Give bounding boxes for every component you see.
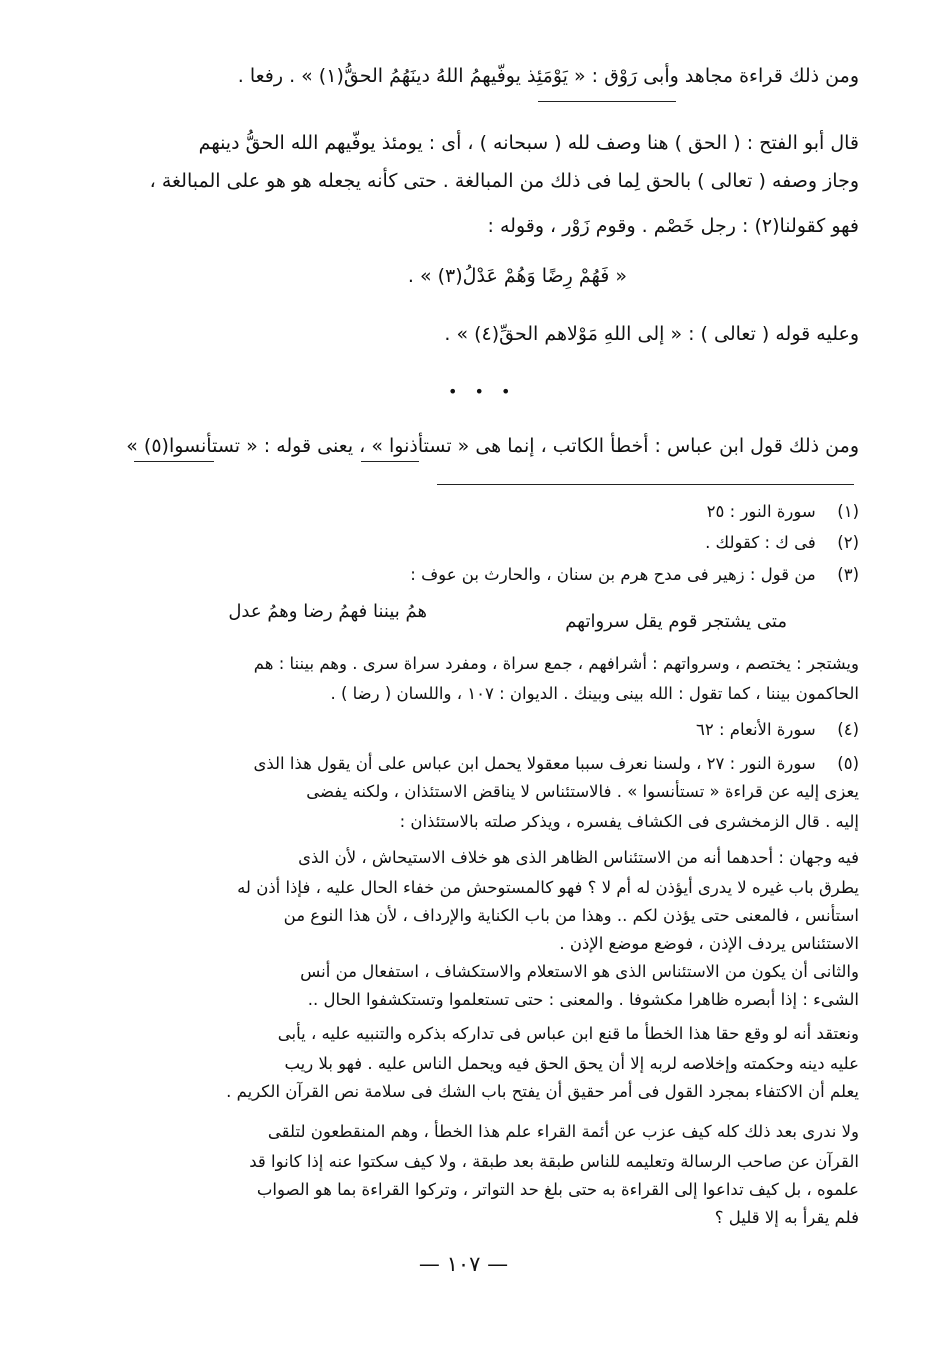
footnote-5-line-8: والثانى أن يكون من الاستئناس الذى هو الاستعلام والاستكشاف ، استفعال من أنس (300, 962, 859, 981)
main-line-3: وجاز وصفه ( تعالى ) بالحق لِما فى ذلك من المبالغة . حتى كأنه يجعله هو هو على المبالغة ، (149, 170, 859, 192)
footnote-5-line-10: ونعتقد أنه لو وقع حقا هذا الخطأ ما قنع ابن عباس فى تداركه بذكره والتنبيه عليه ، يأبى (277, 1024, 859, 1043)
footnote-4 (696, 718, 859, 742)
footnote-number: (٥) (837, 754, 859, 773)
footnote-5-line-16: فلم يقرأ به إلا قليل ؟ (714, 1208, 859, 1227)
footnote-5-line-7: الاستئناس يردف الإذن ، فوضع موضع الإذن . (559, 934, 859, 953)
footnote-5-line-4: فيه وجهان : أحدهما أنه من الاستئناس الظاهر الذى هو خلاف الاستيحاش ، لأن الذى (298, 848, 859, 867)
footnote-3-line-3: الحاكمون بيننا ، كما تقول : الله بينى وبينك . الديوان : ١٠٧ ، واللسان ( رضا ) . (330, 684, 859, 703)
footnote-5 (253, 752, 859, 776)
footnote-5-line-2: يعزى إليه عن قراءة « تستأنسوا » . فالاستئناس لا يناقض الاستئذان ، ولكنه يفضى (306, 782, 859, 801)
footnote-3-line-2: ويشتجر : يختصم ، وسرواتهم : أشرافهم ، جمع سراة ، ومفرد سراة سرى . وهم بيننا : هم (253, 654, 859, 673)
footnote-number: (١) (837, 502, 859, 521)
quote-underline (538, 101, 676, 102)
footnote-5-line-14: القرآن عن صاحب الرسالة وتعليمه للناس طبقة بعد طبقة ، ولا كيف سكتوا عنه إذا كانوا قد (249, 1152, 859, 1171)
word-underline-2 (134, 461, 214, 462)
footnote-5-line-9: الشىء : إذا أبصره ظاهرا مكشوفا . والمعنى : حتى تستعلموا وتستكشفوا الحال .. (307, 990, 859, 1009)
footnote-1 (707, 500, 859, 524)
footnote-text: فى ك : كقولك . (705, 533, 816, 552)
page-number: — ١٠٧ — (418, 1252, 509, 1276)
verse-quote: « فَهُمْ رِضًا وَهُمْ عَدْلُ(٣) » . (407, 265, 627, 287)
footnote-3 (410, 563, 859, 587)
footnote-5-line-3: إليه . قال الزمخشرى فى الكشاف يفسره ، ويذكر صلته بالاستئذان : (399, 812, 859, 831)
footnote-5-line-13: ولا ندرى بعد ذلك كله كيف عزب عن أئمة القراء علم هذا الخطأ ، وهم المنقطعون لتلقى (267, 1122, 859, 1141)
footnote-5-line-5: يطرق باب غيره لا يدرى أيؤذن له أم لا ؟ فهو كالمستوحش من خفاء الحال عليه ، فإذا أذن له (237, 878, 859, 897)
main-line-6: وعليه قوله ( تعالى ) : « إلى اللهِ مَوْلاهم الحقِّ(٤) » . (444, 323, 859, 345)
main-line-4: فهو كقولنا(٢) : رجل خَصْم . وقوم زَوْر ، وقوله : (487, 215, 859, 237)
footnote-5-line-6: استأنس ، فالمعنى حتى يؤذن لكم .. وهذا من باب الكناية والإرداف ، لأن هذا النوع من (283, 906, 859, 925)
footnote-text: سورة النور : ٢٧ ، ولسنا نعرف سببا معقولا يحمل ابن عباس على أن يقول هذا الذى (253, 754, 816, 773)
main-line-7: ومن ذلك قول ابن عباس : أخطأ الكاتب ، إنما هى « تستأذنوا » ، يعنى قوله : « تستأنسوا(٥) » (126, 435, 859, 457)
section-separator: • • • (448, 382, 517, 401)
footnote-rule (437, 484, 854, 485)
footnote-number: (٤) (837, 720, 859, 739)
footnote-text: سورة النور : ٢٥ (706, 502, 816, 521)
footnote-number: (٣) (837, 565, 859, 584)
main-line-2: قال أبو الفتح : ( الحق ) هنا وصف لله ( سبحانه ) ، أى : يومئذ يوفّيهم الله الحقُّ دينهم (198, 132, 859, 154)
word-underline-1 (361, 461, 419, 462)
footnote-5-line-12: يعلم أن الاكتفاء بمجرد القول فى أمر حقيق أن يفتح باب الشك فى سلامة نص القرآن الكريم . (226, 1082, 859, 1101)
footnote-2 (705, 531, 859, 555)
verse-second-hemistich: همُ بيننا فهمُ رضا وهمُ عدل (228, 601, 427, 622)
footnote-text: من قول : زهير فى مدح هرم بن سنان ، والحارث بن عوف : (410, 565, 816, 584)
verse-first-hemistich: متى يشتجر قوم يقل سرواتهم (565, 611, 787, 632)
footnote-text: سورة الأنعام : ٦٢ (695, 720, 816, 739)
footnote-number: (٢) (837, 533, 859, 552)
footnote-5-line-15: علموه ، بل كيف تداعوا إلى القراءة به حتى بلغ حد التواتر ، وتركوا القراءة بما هو الصواب (256, 1180, 859, 1199)
footnote-5-line-11: عليه دينه وحكمته وإخلاصه لربه إلا أن يحق الحق فيه ويحمل الناس عليه . فهو بلا ريب (284, 1054, 859, 1073)
main-line-1: ومن ذلك قراءة مجاهد وأبى رَوْق : « يَوْمَئِذ يوفّيهمُ اللهُ دينَهُمُ الحقُّ(١) » . رفعا . (237, 65, 859, 87)
